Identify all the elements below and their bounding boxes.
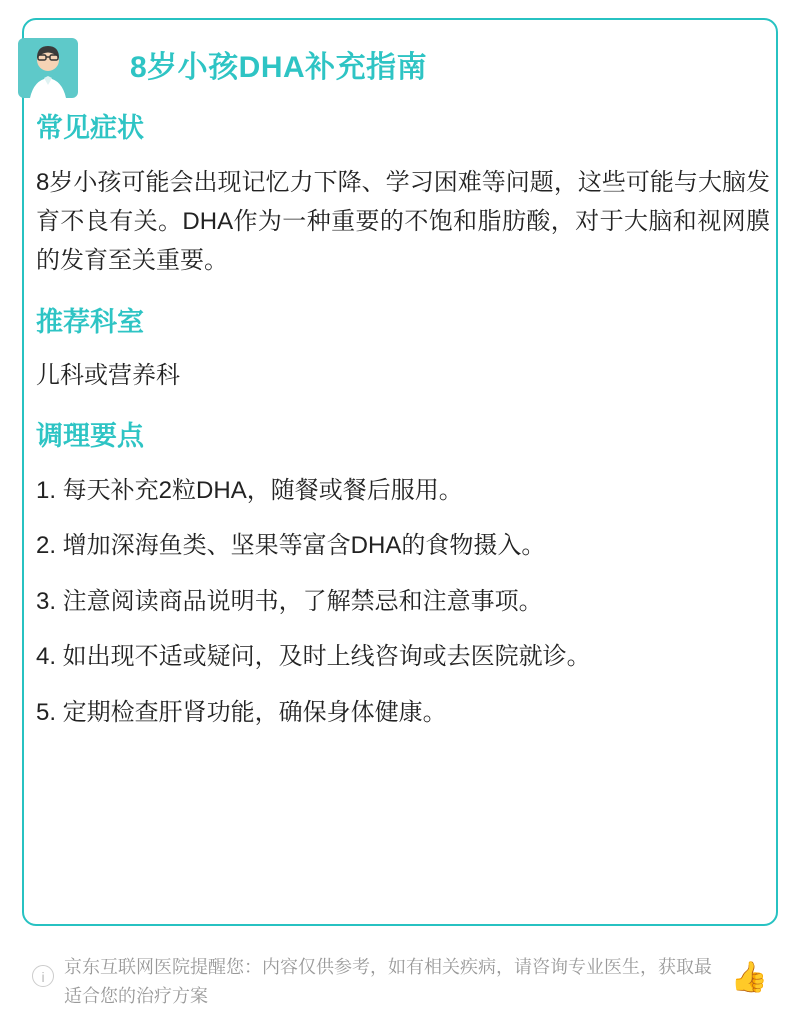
list-item: 3. 注意阅读商品说明书，了解禁忌和注意事项。 <box>36 587 543 615</box>
page-title: 8岁小孩DHA补充指南 <box>130 51 428 84</box>
list-item: 1. 每天补充2粒DHA，随餐或餐后服用。 <box>36 476 463 504</box>
section-department-heading: 推荐科室 <box>36 307 144 338</box>
care-points-list <box>36 472 770 731</box>
section-care-points <box>36 420 770 731</box>
document-body <box>36 112 770 757</box>
section-symptoms <box>36 112 770 280</box>
section-department-text: 儿科或营养科 <box>36 362 180 390</box>
thumbs-up-icon[interactable]: 👍 <box>730 961 768 994</box>
list-item: 2. 增加深海鱼类、坚果等富含DHA的食物摄入。 <box>36 532 546 560</box>
list-item: 5. 定期检查肝肾功能，确保身体健康。 <box>36 698 447 726</box>
doctor-avatar-icon <box>18 38 78 98</box>
section-symptoms-text: 8岁小孩可能会出现记忆力下降、学习困难等问题，这些可能与大脑发育不良有关。DHA作为一种重要的不饱和脂肪酸，对于大脑和视网膜的发育至关重要。 <box>36 168 770 274</box>
info-icon: i <box>32 965 54 987</box>
section-care-points-heading: 调理要点 <box>36 421 144 452</box>
list-item: 4. 如出现不适或疑问，及时上线咨询或去医院就诊。 <box>36 643 591 671</box>
disclaimer-text: 京东互联网医院提醒您：内容仅供参考，如有相关疾病，请咨询专业医生，获取最适合您的治疗方案 <box>64 957 712 1006</box>
footer <box>22 945 778 1017</box>
section-symptoms-heading: 常见症状 <box>36 113 144 143</box>
section-department <box>36 306 770 394</box>
